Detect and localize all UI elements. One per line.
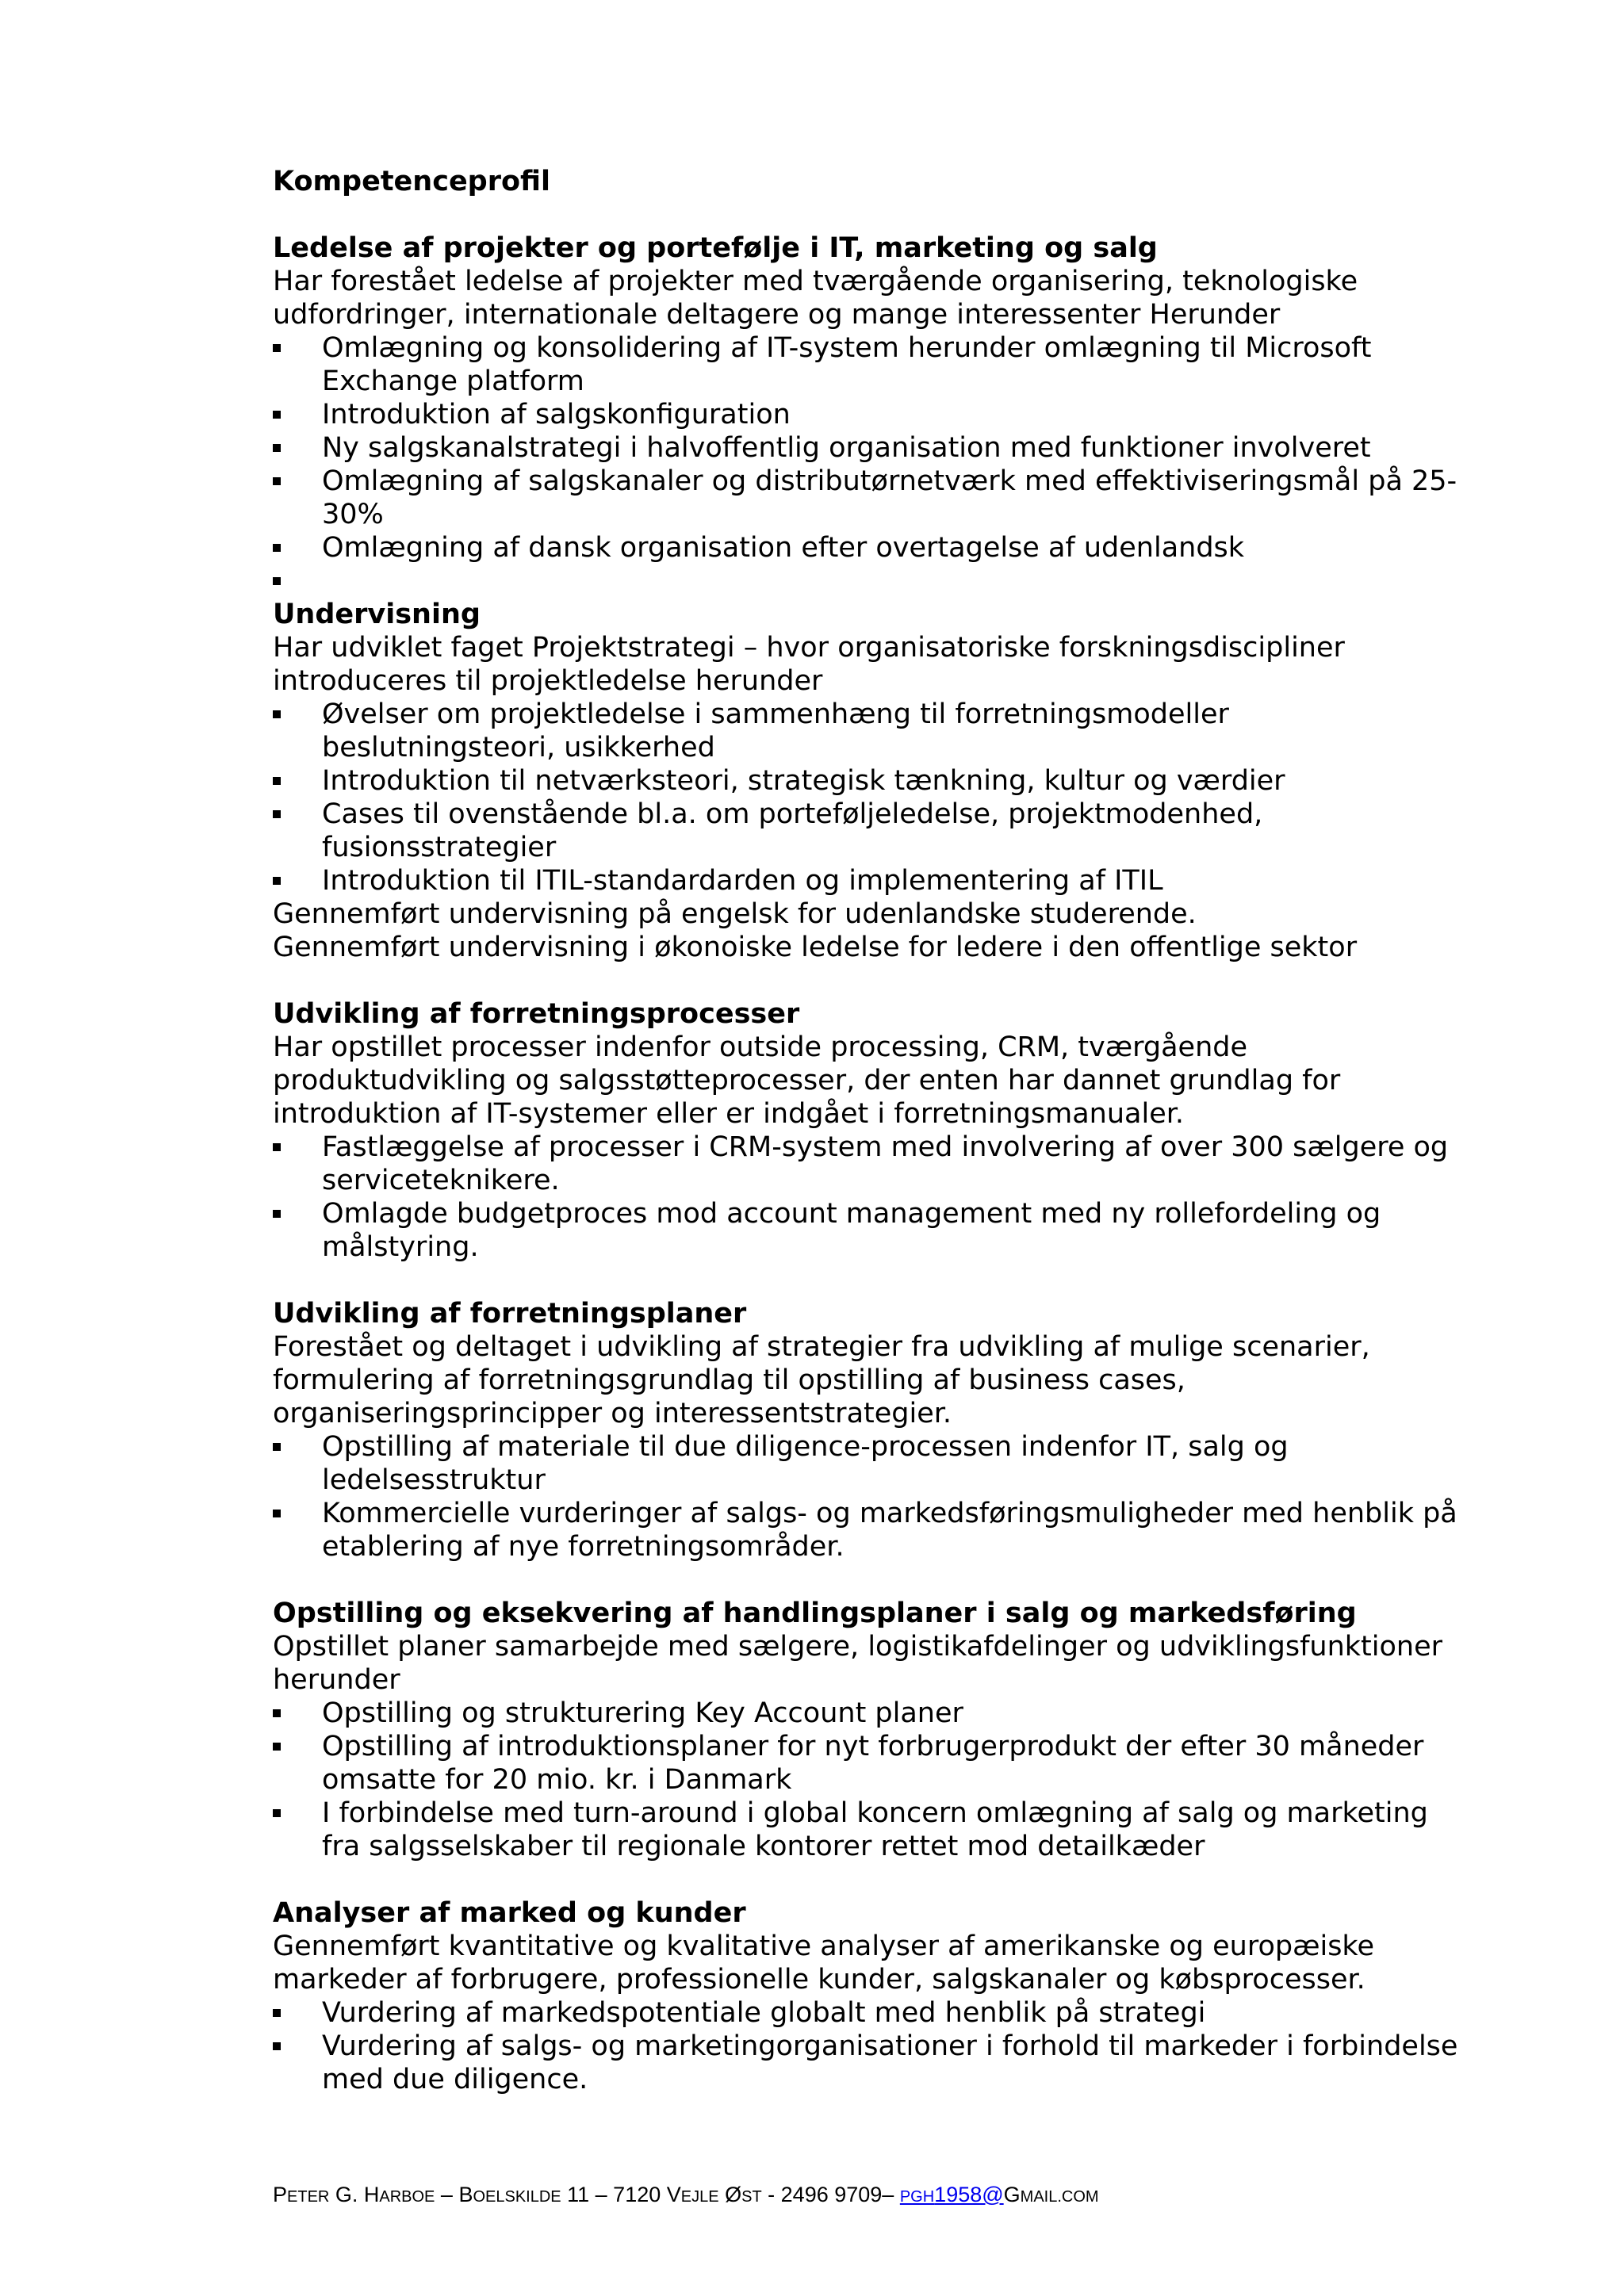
bullet-text: Introduktion til netværksteori, strategisk tænkning, kultur og værdier (322, 765, 1285, 797)
bullet-item (273, 465, 1462, 531)
section-intro: Forestået og deltaget i udvikling af strategier fra udvikling af mulige scenarier, formulering af forretningsgrundlag til opstilling af business cases, organiseringsprincipper og interessentstrategier. (273, 1331, 1370, 1429)
section (273, 232, 1462, 598)
bullet-text: Opstilling og strukturering Key Account planer (322, 1697, 963, 1729)
square-bullet-icon (273, 2042, 281, 2050)
sections-container (273, 232, 1462, 2096)
bullet-text: Omlagde budgetproces mod account management med ny rollefordeling og målstyring. (322, 1198, 1381, 1263)
bullet-item (273, 1197, 1462, 1264)
bullet-list (273, 1996, 1462, 2096)
section-heading: Udvikling af forretningsprocesser (273, 998, 800, 1030)
square-bullet-icon (273, 477, 281, 485)
section-heading: Undervisning (273, 599, 481, 630)
bullet-item (273, 1996, 1462, 2030)
bullet-item (273, 764, 1462, 798)
footer-email-link[interactable]: PGH1958@ (899, 2183, 1004, 2206)
bullet-item (273, 398, 1462, 431)
bullet-text: Introduktion af salgskonfiguration (322, 399, 791, 430)
section (273, 598, 1462, 964)
bullet-list (273, 1697, 1462, 1863)
footer-phone: - 2496 9709– (761, 2183, 900, 2206)
bullet-text: Introduktion til ITIL-standardarden og implementering af ITIL (322, 865, 1163, 897)
section-intro: Opstillet planer samarbejde med sælgere, logistikafdelinger og udviklingsfunktioner herunder (273, 1631, 1443, 1696)
bullet-item (273, 431, 1462, 465)
bullet-text: Fastlæggelse af processer i CRM-system med involvering af over 300 sælgere og serviceteknikere. (322, 1131, 1449, 1196)
bullet-item (273, 1430, 1462, 1497)
bullet-text: Cases til ovenstående bl.a. om porteføljeledelse, projektmodenhed, fusionsstrategier (322, 798, 1263, 863)
section-heading: Opstilling og eksekvering af handlingsplaner i salg og markedsføring (273, 1598, 1357, 1629)
section-outro: Gennemført undervisning på engelsk for udenlandske studerende. (273, 898, 1197, 930)
bullet-text: Øvelser om projektledelse i sammenhæng til forretningsmodeller beslutningsteori, usikkerhed (322, 698, 1229, 763)
bullet-item (273, 531, 1462, 564)
section-intro: Har opstillet processer indenfor outside processing, CRM, tværgående produktudvikling og salgsstøtteprocesser, der enten har dannet grundlag for introduktion af IT-systemer eller er indgået i forretningsmanualer. (273, 1031, 1341, 1130)
square-bullet-icon (273, 544, 281, 552)
square-bullet-icon (273, 444, 281, 452)
bullet-list (273, 331, 1462, 598)
square-bullet-icon (273, 1510, 281, 1517)
bullet-list (273, 1131, 1462, 1264)
footer-address: BOELSKILDE 11 – 7120 VEJLE ØST (458, 2183, 762, 2206)
bullet-item (273, 1797, 1462, 1863)
bullet-text: Omlægning og konsolidering af IT-system herunder omlægning til Microsoft Exchange platform (322, 332, 1372, 397)
bullet-text: Opstilling af introduktionsplaner for nyt forbrugerprodukt der efter 30 måneder omsatte for 20 mio. kr. i Danmark (322, 1731, 1424, 1796)
section (273, 1896, 1462, 2096)
square-bullet-icon (273, 877, 281, 885)
square-bullet-icon (273, 1143, 281, 1151)
bullet-text: Omlægning af salgskanaler og distributørnetværk med effektiviseringsmål på 25-30% (322, 465, 1457, 530)
bullet-item (273, 1730, 1462, 1797)
square-bullet-icon (273, 2009, 281, 2017)
bullet-text: Ny salgskanalstrategi i halvoffentlig organisation med funktioner involveret (322, 432, 1371, 464)
bullet-text: I forbindelse med turn-around i global koncern omlægning af salg og marketing fra salgsselskaber til regionale kontorer rettet mod detailkæder (322, 1797, 1428, 1862)
section (273, 1297, 1462, 1563)
bullet-text: Vurdering af markedspotentiale globalt med henblik på strategi (322, 1997, 1206, 2029)
square-bullet-icon (273, 1809, 281, 1817)
section-heading: Analyser af marked og kunder (273, 1897, 746, 1929)
square-bullet-icon (273, 1743, 281, 1751)
footer-email-domain: GMAIL.COM (1003, 2183, 1099, 2206)
square-bullet-icon (273, 710, 281, 718)
square-bullet-icon (273, 1709, 281, 1717)
bullet-text: Kommercielle vurderinger af salgs- og markedsføringsmuligheder med henblik på etablering af nye forretningsområder. (322, 1498, 1457, 1563)
section (273, 997, 1462, 1264)
contact-footer: PETER G. HARBOE – BOELSKILDE 11 – 7120 VEJLE ØST - 2496 9709– PGH1958@GMAIL.COM (273, 2183, 1099, 2206)
bullet-item (273, 698, 1462, 764)
square-bullet-icon (273, 577, 281, 585)
bullet-item (273, 1697, 1462, 1730)
bullet-item (273, 564, 1462, 598)
section-intro: Har udviklet faget Projektstrategi – hvor organisatoriske forskningsdiscipliner introduceres til projektledelse herunder (273, 632, 1345, 697)
section-intro: Gennemført kvantitative og kvalitative analyser af amerikanske og europæiske markeder af forbrugere, professionelle kunder, salgskanaler og købsprocesser. (273, 1931, 1374, 1996)
bullet-item (273, 2030, 1462, 2096)
document-body (273, 165, 1462, 2096)
bullet-item (273, 798, 1462, 864)
bullet-list (273, 1430, 1462, 1563)
document-title: Kompetenceprofil (273, 166, 550, 197)
square-bullet-icon (273, 1210, 281, 1218)
bullet-list (273, 698, 1462, 897)
section-heading: Udvikling af forretningsplaner (273, 1298, 747, 1330)
bullet-item (273, 864, 1462, 897)
square-bullet-icon (273, 777, 281, 785)
square-bullet-icon (273, 1443, 281, 1451)
footer-name: PETER G. HARBOE (273, 2183, 435, 2206)
bullet-text: Opstilling af materiale til due diligence-processen indenfor IT, salg og ledelsesstruktur (322, 1431, 1289, 1496)
section (273, 1597, 1462, 1863)
bullet-item (273, 1497, 1462, 1563)
section-heading: Ledelse af projekter og portefølje i IT, marketing og salg (273, 232, 1158, 264)
bullet-item (273, 1131, 1462, 1197)
square-bullet-icon (273, 411, 281, 419)
section-outro: Gennemført undervisning i økonoiske ledelse for ledere i den offentlige sektor (273, 932, 1358, 963)
bullet-item (273, 331, 1462, 398)
square-bullet-icon (273, 810, 281, 818)
section-intro: Har forestået ledelse af projekter med tværgående organisering, teknologiske udfordringer, internationale deltagere og mange interessenter Herunder (273, 266, 1358, 331)
square-bullet-icon (273, 344, 281, 352)
bullet-text: Vurdering af salgs- og marketingorganisationer i forhold til markeder i forbindelse med due diligence. (322, 2030, 1458, 2095)
bullet-text: Omlægning af dansk organisation efter overtagelse af udenlandsk (322, 532, 1245, 564)
